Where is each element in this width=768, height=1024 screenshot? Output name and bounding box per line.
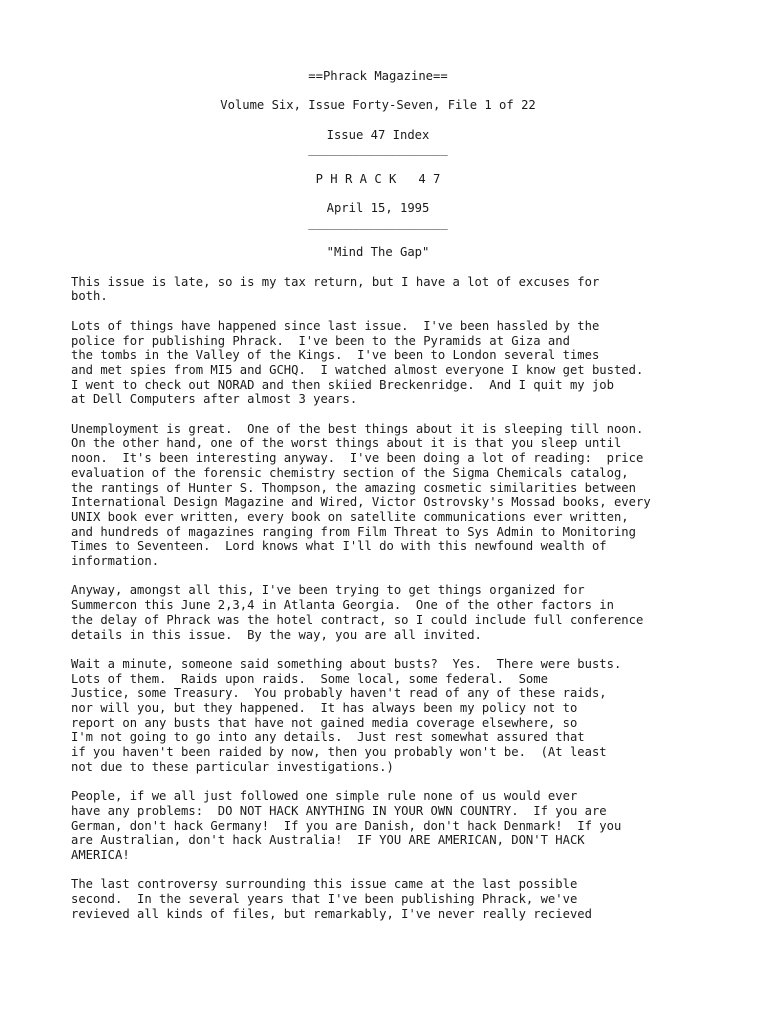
text-line: Lots of them. Raids upon raids. Some local, some federal. Some — [71, 671, 548, 686]
text-line: revieved all kinds of files, but remarkably, I've never really recieved — [71, 906, 592, 921]
phrack-title: P H R A C K 4 7 — [315, 171, 441, 186]
paragraph — [71, 319, 691, 407]
motto: "Mind The Gap" — [326, 245, 430, 260]
text-line: information. — [71, 554, 160, 569]
text-line: police for publishing Phrack. I've been to the Pyramids at Giza and — [71, 333, 570, 348]
spacer — [71, 113, 691, 128]
text-line: are Australian, don't hack Australia! IF YOU ARE AMERICAN, DON'T HACK — [71, 833, 585, 848]
text-line: German, don't hack Germany! If you are Danish, don't hack Denmark! If you — [71, 818, 622, 833]
text-line: Justice, some Treasury. You probably haven't read of any of these raids, — [71, 686, 607, 701]
text-line: details in this issue. By the way, you are all invited. — [71, 627, 482, 642]
text-line: On the other hand, one of the worst things about it is that you sleep until — [71, 436, 622, 451]
text-line: People, if we all just followed one simple rule none of us would ever — [71, 789, 578, 804]
text-line: Wait a minute, someone said something about busts? Yes. There were busts. — [71, 656, 622, 671]
rule-bottom: ___________________ — [308, 215, 448, 230]
text-line: report on any busts that have not gained media coverage elsewhere, so — [71, 715, 578, 730]
text-line: Unemployment is great. One of the best things about it is sleeping till noon. — [71, 421, 644, 436]
text-line: the tombs in the Valley of the Kings. I've been to London several times — [71, 348, 600, 363]
text-line: Lots of things have happened since last issue. I've been hassled by the — [71, 318, 600, 333]
document-page — [71, 69, 691, 936]
text-line: both. — [71, 289, 108, 304]
text-line: have any problems: DO NOT HACK ANYTHING IN YOUR OWN COUNTRY. If you are — [71, 803, 607, 818]
text-line: second. In the several years that I've been publishing Phrack, we've — [71, 892, 578, 907]
text-line: I went to check out NORAD and then skiied Breckenridge. And I quit my job — [71, 377, 614, 392]
index-title: Issue 47 Index — [326, 127, 430, 142]
text-line: Summercon this June 2,3,4 in Atlanta Georgia. One of the other factors in — [71, 598, 614, 613]
text-line: noon. It's been interesting anyway. I've been doing a lot of reading: price — [71, 451, 644, 466]
paragraph — [71, 422, 691, 569]
text-line: at Dell Computers after almost 3 years. — [71, 392, 358, 407]
paragraph — [71, 877, 691, 921]
magazine-title: ==Phrack Magazine== — [308, 69, 448, 83]
rule-top: ___________________ — [308, 142, 448, 157]
text-line: The last controversy surrounding this issue came at the last possible — [71, 877, 578, 892]
text-line: the delay of Phrack was the hotel contract, so I could include full conference — [71, 612, 644, 627]
text-line: Anyway, amongst all this, I've been trying to get things organized for — [71, 583, 585, 598]
paragraph — [71, 657, 691, 775]
spacer — [71, 84, 691, 99]
paragraph — [71, 583, 691, 642]
text-line: not due to these particular investigations.) — [71, 759, 394, 774]
text-line: nor will you, but they happened. It has always been my policy not to — [71, 701, 578, 716]
spacer — [71, 187, 691, 202]
text-line: and hundreds of magazines ranging from Film Threat to Sys Admin to Monitoring — [71, 524, 636, 539]
spacer — [71, 260, 691, 275]
body-text — [71, 275, 691, 922]
text-line: I'm not going to go into any details. Just rest somewhat assured that — [71, 730, 585, 745]
text-line: if you haven't been raided by now, then you probably won't be. (At least — [71, 745, 607, 760]
text-line: International Design Magazine and Wired, Victor Ostrovsky's Mossad books, every — [71, 495, 651, 510]
text-line: AMERICA! — [71, 848, 130, 863]
text-line: UNIX book ever written, every book on satellite communications ever written, — [71, 509, 629, 524]
text-line: This issue is late, so is my tax return, but I have a lot of excuses for — [71, 274, 600, 289]
spacer — [71, 231, 691, 246]
text-line: the rantings of Hunter S. Thompson, the amazing cosmetic similarities between — [71, 480, 636, 495]
text-line: and met spies from MI5 and GCHQ. I watched almost everyone I know get busted. — [71, 362, 644, 377]
text-line: evaluation of the forensic chemistry section of the Sigma Chemicals catalog, — [71, 465, 629, 480]
issue-date: April 15, 1995 — [326, 201, 430, 216]
spacer — [71, 157, 691, 172]
paragraph — [71, 275, 691, 304]
volume-line: Volume Six, Issue Forty-Seven, File 1 of 22 — [220, 98, 536, 113]
text-line: Times to Seventeen. Lord knows what I'll do with this newfound wealth of — [71, 539, 607, 554]
paragraph — [71, 789, 691, 863]
